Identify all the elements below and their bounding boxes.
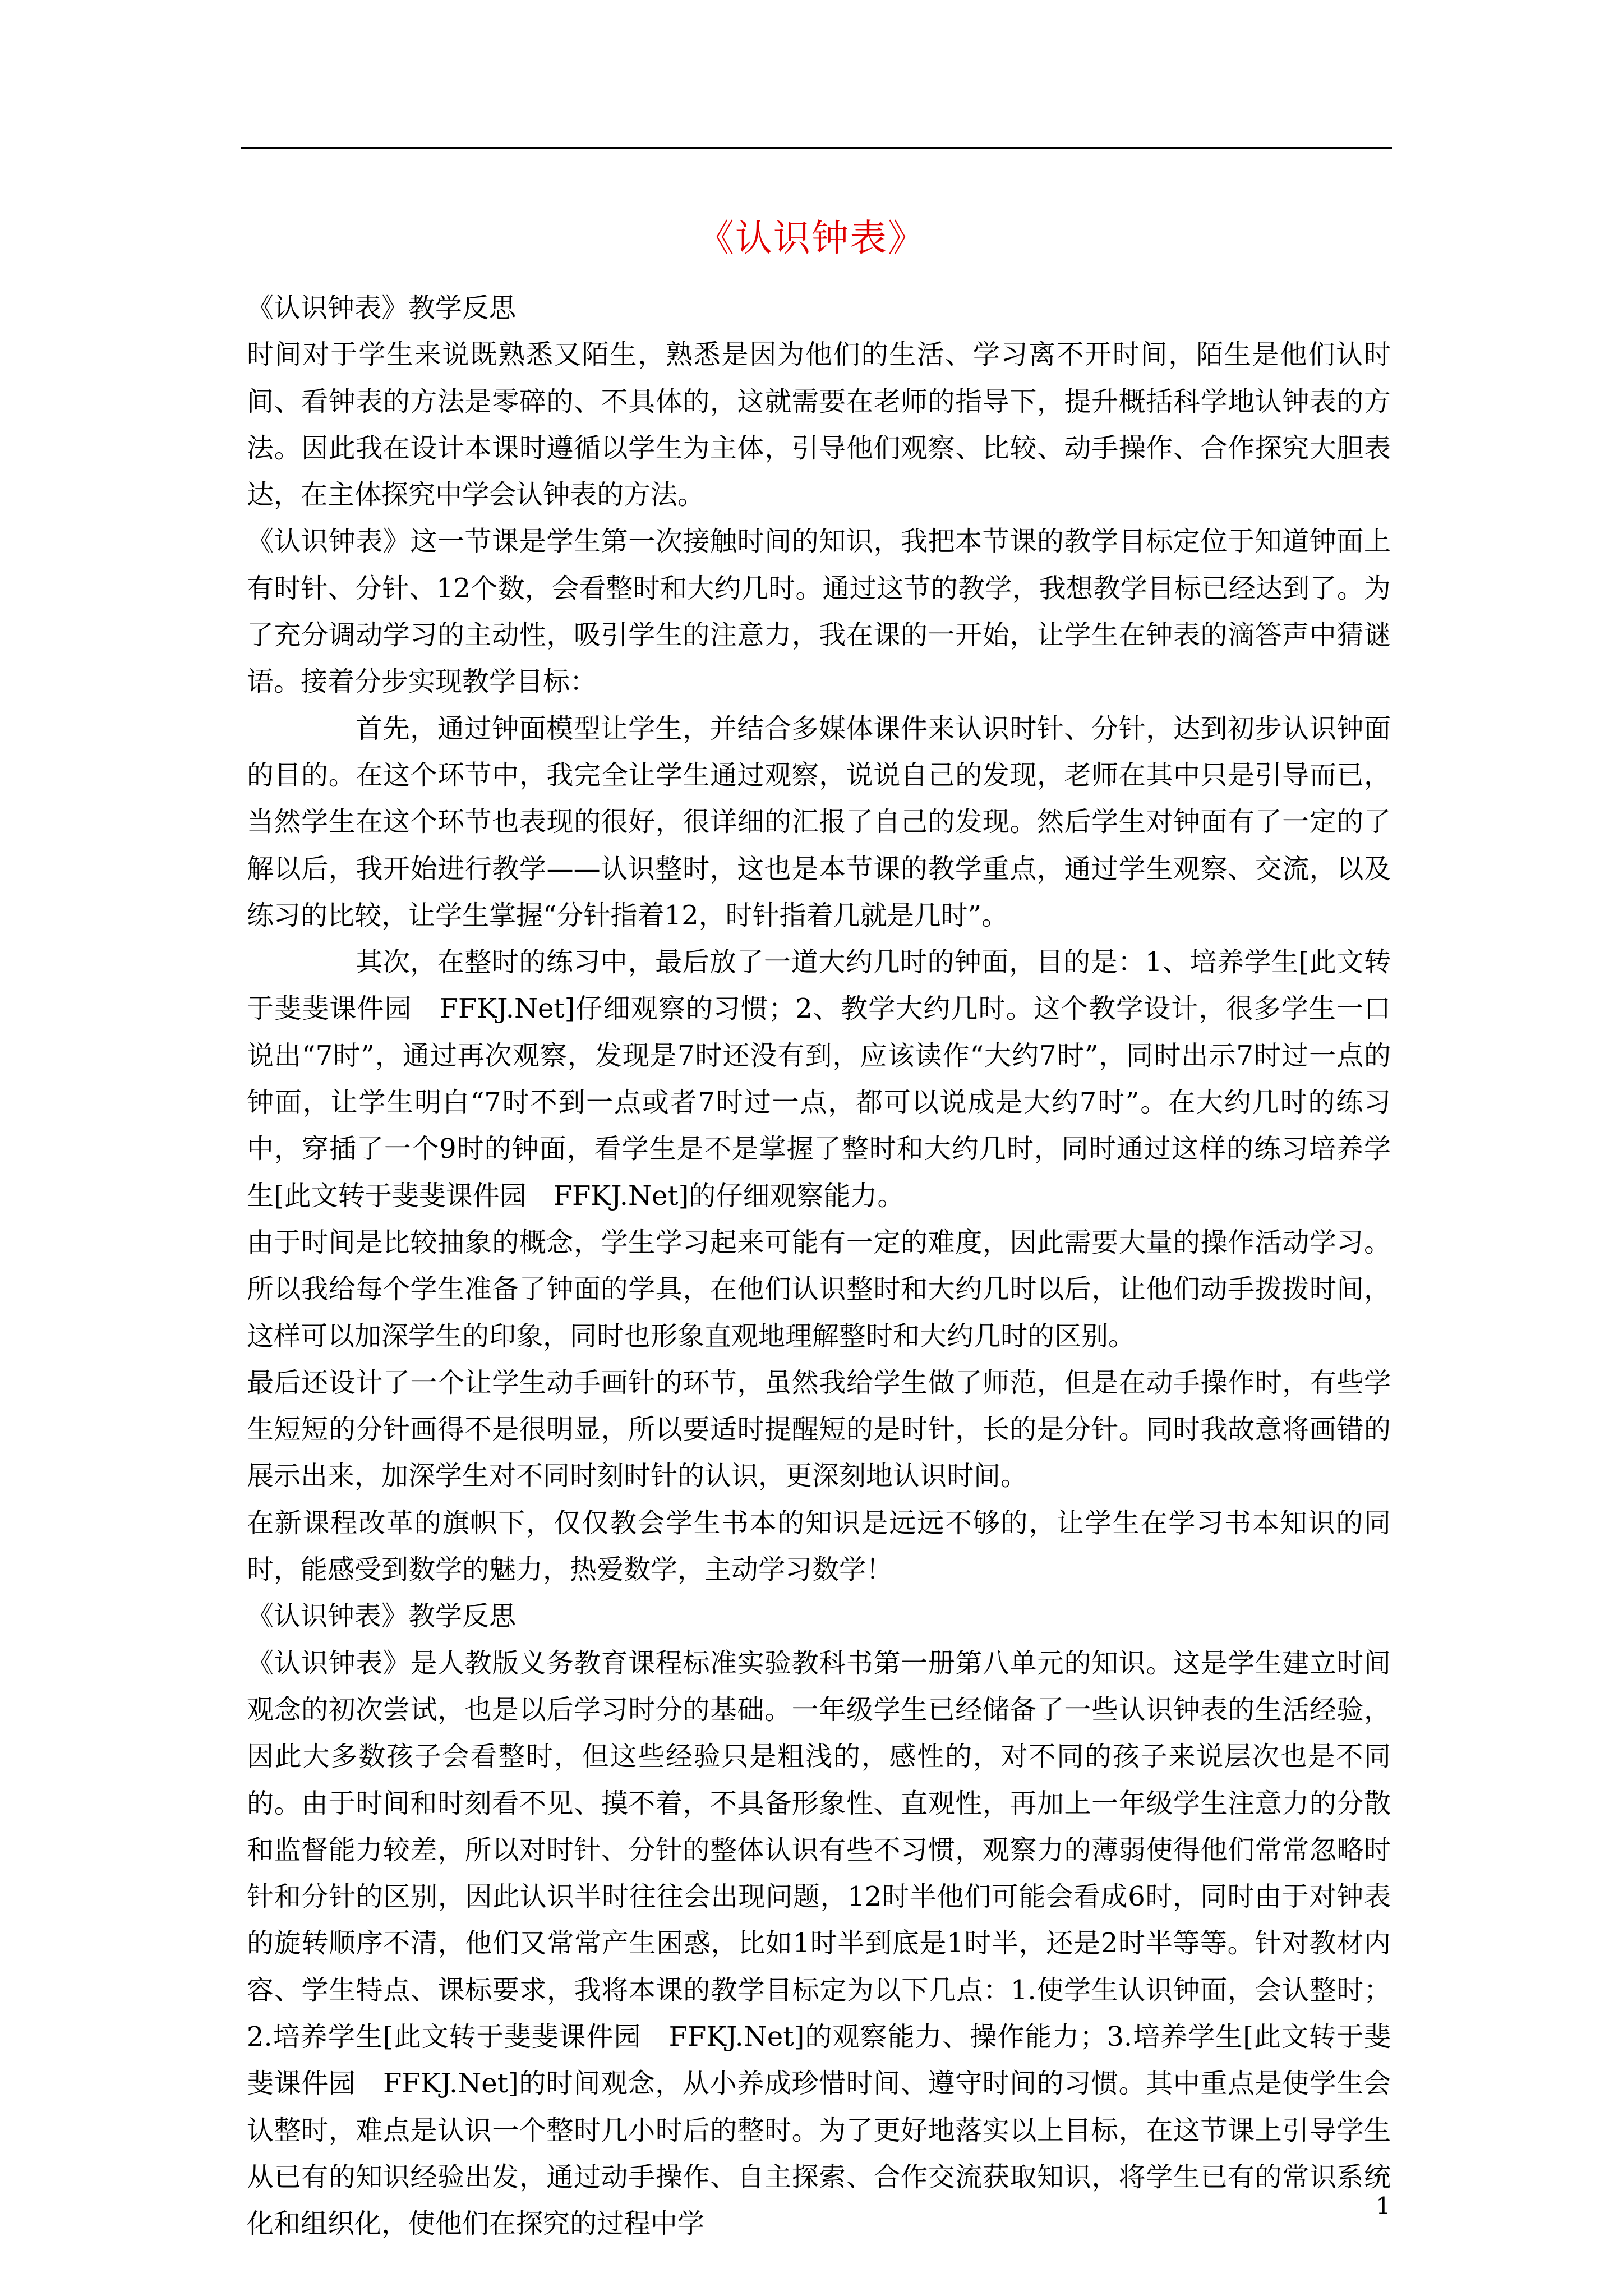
paragraph: 《认识钟表》是人教版义务教育课程标准实验教科书第一册第八单元的知识。这是学生建立时间观念的初次尝试，也是以后学习时分的基础。一年级学生已经储备了一些认识钟表的生活经验，因此大多数孩子会看整时，但这些经验只是粗浅的，感性的，对不同的孩子来说层次也是不同的。由于时间和时刻看不见、摸不着，不具备形象性、直观性，再加上一年级学生注意力的分散和监督能力较差，所以对时针、分针的整体认识有些不习惯，观察力的薄弱使得他们常常忽略时针和分针的区别，因此认识半时往往会出现问题，12时半他们可能会看成6时，同时由于对钟表的旋转顺序不清，他们又常常产生困惑，比如1时半到底是1时半，还是2时半等等。针对教材内容、学生特点、课标要求，我将本课的教学目标定为以下几点：1.使学生认识钟面，会认整时；2.培养学生[此文转于斐斐课件园 FFKJ.Net]的观察能力、操作能力；3.培养学生[此文转于斐斐课件园 FFKJ.Net]的时间观念，从小养成珍惜时间、遵守时间的习惯。其中重点是使学生会认整时，难点是认识一个整时几小时后的整时。为了更好地落实以上目标，在这节课上引导学生从已有的知识经验出发，通过动手操作、自主探索、合作交流获取知识，将学生已有的常识系统化和组织化，使他们在探究的过程中学	[247, 1647, 1391, 2240]
paragraph: 由于时间是比较抽象的概念，学生学习起来可能有一定的难度，因此需要大量的操作活动学习。所以我给每个学生准备了钟面的学具，在他们认识整时和大约几时以后，让他们动手拨拨时间，这样可以加深学生的印象，同时也形象直观地理解整时和大约几时的区别。	[247, 1226, 1391, 1352]
paragraph: 最后还设计了一个让学生动手画针的环节，虽然我给学生做了师范，但是在动手操作时，有些学生短短的分针画得不是很明显，所以要适时提醒短的是时针，长的是分针。同时我故意将画错的展示出来，加深学生对不同时刻时针的认识，更深刻地认识时间。	[247, 1366, 1391, 1492]
body-text	[247, 285, 1391, 2247]
page-title: 《认识钟表》	[697, 217, 926, 260]
paragraph: 其次，在整时的练习中，最后放了一道大约几时的钟面，目的是：1、培养学生[此文转于斐斐课件园 FFKJ.Net]仔细观察的习惯；2、教学大约几时。这个教学设计，很多学生一口说出“7时”，通过再次观察，发现是7时还没有到，应该读作“大约7时”，同时出示7时过一点的钟面，让学生明白“7时不到一点或者7时过一点，都可以说成是大约7时”。在大约几时的练习中，穿插了一个9时的钟面，看学生是不是掌握了整时和大约几时，同时通过这样的练习培养学生[此文转于斐斐课件园 FFKJ.Net]的仔细观察能力。	[247, 946, 1391, 1212]
paragraph: 在新课程改革的旗帜下，仅仅教会学生书本的知识是远远不够的，让学生在学习书本知识的同时，能感受到数学的魅力，热爱数学，主动学习数学！	[247, 1507, 1391, 1586]
section-heading: 《认识钟表》教学反思	[247, 1600, 517, 1632]
paragraph: 首先，通过钟面模型让学生，并结合多媒体课件来认识时针、分针，达到初步认识钟面的目的。在这个环节中，我完全让学生通过观察，说说自己的发现，老师在其中只是引导而已，当然学生在这个环节也表现的很好，很详细的汇报了自己的发现。然后学生对钟面有了一定的了解以后，我开始进行教学——认识整时，这也是本节课的教学重点，通过学生观察、交流，以及练习的比较，让学生掌握“分针指着12，时针指着几就是几时”。	[247, 712, 1391, 931]
page-number: 1	[1376, 2192, 1391, 2220]
paragraph: 时间对于学生来说既熟悉又陌生，熟悉是因为他们的生活、学习离不开时间，陌生是他们认时间、看钟表的方法是零碎的、不具体的，这就需要在老师的指导下，提升概括科学地认钟表的方法。因此我在设计本课时遵循以学生为主体，引导他们观察、比较、动手操作、合作探究大胆表达，在主体探究中学会认钟表的方法。	[247, 339, 1391, 511]
paragraph: 《认识钟表》这一节课是学生第一次接触时间的知识，我把本节课的教学目标定位于知道钟面上有时针、分针、12个数，会看整时和大约几时。通过这节的教学，我想教学目标已经达到了。为了充分调动学习的主动性，吸引学生的注意力，我在课的一开始，让学生在钟表的滴答声中猜谜语。接着分步实现教学目标：	[247, 526, 1391, 698]
section-heading: 《认识钟表》教学反思	[247, 292, 517, 324]
header-rule	[241, 147, 1392, 149]
